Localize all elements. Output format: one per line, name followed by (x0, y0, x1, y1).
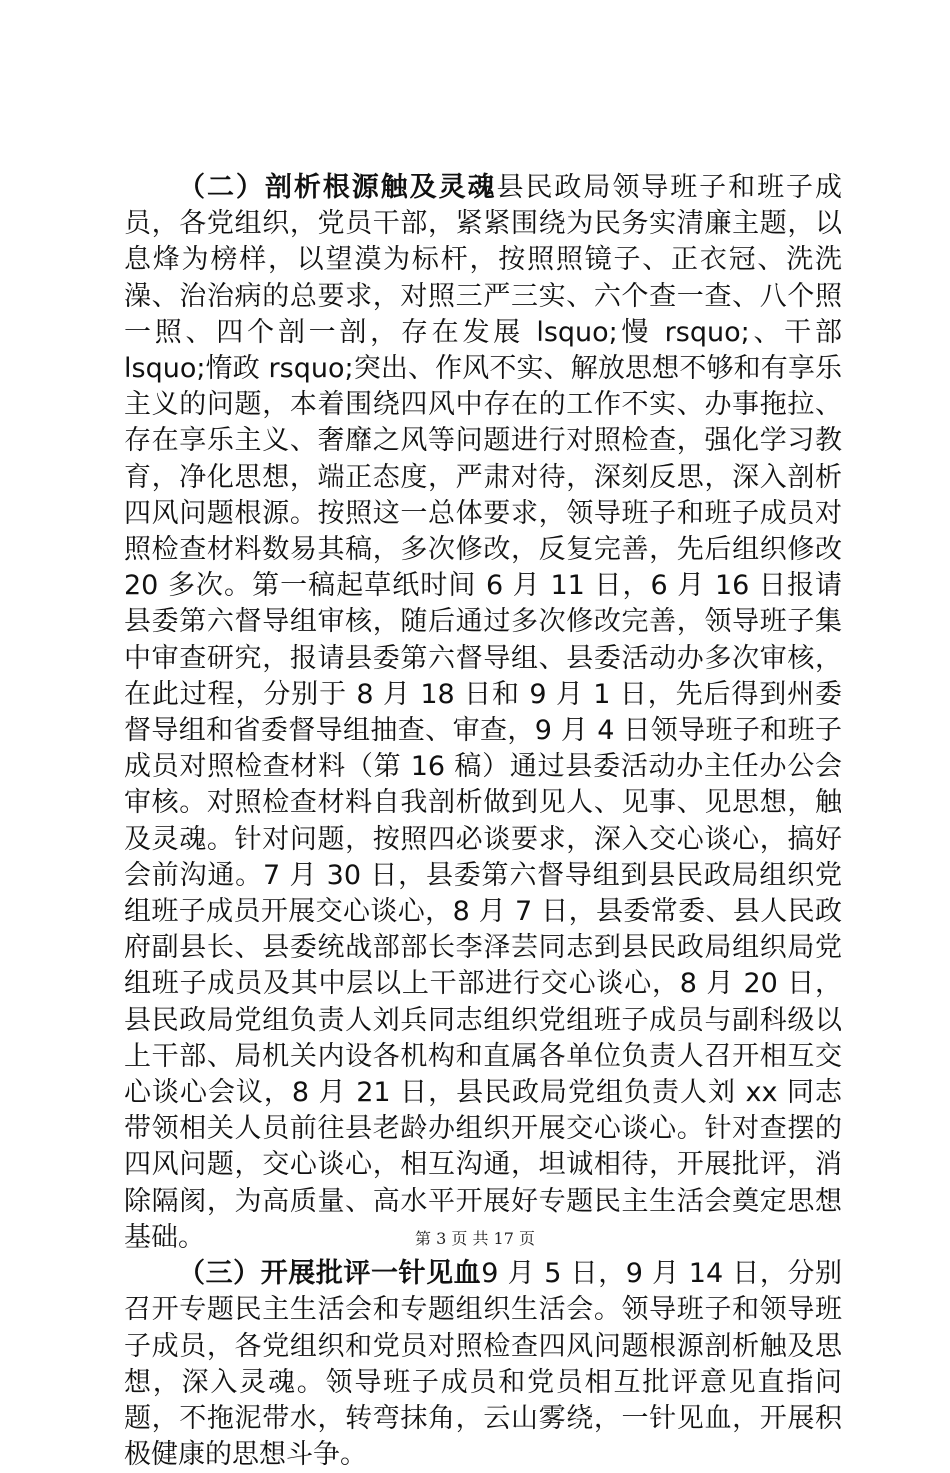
page-number-footer: 第 3 页 共 17 页 (415, 1229, 535, 1248)
section-3-text: 9 月 5 日，9 月 14 日，分别召开专题民主生活会和专题组织生活会。领导班子和领导班子成员，各党组织和党员对照检查四风问题根源剖析触及思想，深入灵魂。领导班子成员和党员相互批评意见直指问题，不拖泥带水，转弯抹角，云山雾绕，一针见血，开展积极健康的思想斗争。 (124, 1258, 843, 1471)
paragraph-section-3 (124, 1256, 842, 1473)
paragraph-section-2 (124, 170, 842, 1256)
section-2-heading: （二）剖析根源触及灵魂 (178, 172, 497, 203)
document-body (124, 170, 842, 1473)
section-2-text: 县民政局领导班子和班子成员，各党组织，党员干部，紧紧围绕为民务实清廉主题，以息烽为榜样，以望漠为标杆，按照照镜子、正衣冠、洗洗澡、治治病的总要求，对照三严三实、六个查一查、八个照一照、四个剖一剖，存在发展 lsquo;慢 rsquo;、干部 lsquo;惰政 rsquo;突出、作风不实、解放思想不够和有享乐主义的问题，本着围绕四风中存在的工作不实、办事拖拉、存在享乐主义、奢靡之风等问题进行对照检查，强化学习教育，净化思想，端正态度，严肃对待，深刻反思，深入剖析四风问题根源。按照这一总体要求，领导班子和班子成员对照检查材料数易其稿，多次修改，反复完善，先后组织修改 20 多次。第一稿起草纸时间 6 月 11 日，6 月 16 日报请县委第六督导组审核，随后通过多次修改完善，领导班子集中审查研究，报请县委第六督导组、县委活动办多次审核，在此过程，分别于 8 月 18 日和 9 月 1 日，先后得到州委督导组和省委督导组抽查、审查，9 月 4 日领导班子和班子成员对照检查材料（第 16 稿）通过县委活动办主任办公会审核。对照检查材料自我剖析做到见人、见事、见思想，触及灵魂。针对问题，按照四必谈要求，深入交心谈心，搞好会前沟通。7 月 30 日，县委第六督导组到县民政局组织党组班子成员开展交心谈心，8 月 7 日，县委常委、县人民政府副县长、县委统战部部长李泽芸同志到县民政局组织局党组班子成员及其中层以上干部进行交心谈心，8 月 20 日，县民政局党组负责人刘兵同志组织党组班子成员与副科级以上干部、局机关内设各机构和直属各单位负责人召开相互交心谈心会议，8 月 21 日，县民政局党组负责人刘 xx 同志带领相关人员前往县老龄办组织开展交心谈心。针对查摆的四风问题，交心谈心，相互沟通，坦诚相待，开展批评，消除隔阂，为高质量、高水平开展好专题民主生活会奠定思想基础。 (124, 172, 842, 1253)
section-3-heading: （三）开展批评一针见血 (178, 1258, 482, 1290)
